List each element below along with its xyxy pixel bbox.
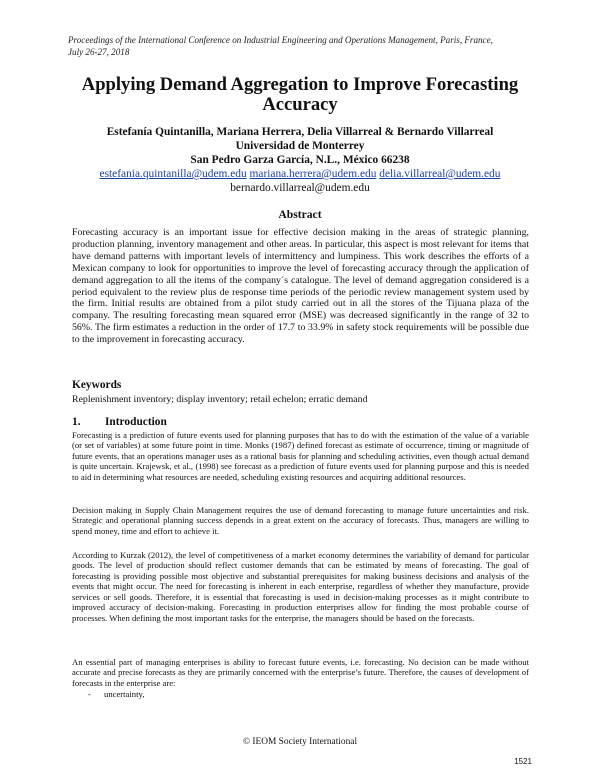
affiliation-university: Universidad de Monterrey — [235, 140, 365, 152]
intro-paragraph-3: According to Kurzak (2012), the level of competitiveness of a market economy determines the variability of demand for particular goods. The level of production should reflect customer demands that can be estimated by means of forecasting. The goal of forecasting is providing possible most objective and substantial prerequisites for making business decisions and analysis of the events that might occur. The need for forecasting is inherent in each enterprise, regardless of whether they manufacture, provide services or sell goods. Therefore, it is essential that forecasting is used in decision-making processes as it might contribute to improved accuracy of decision-making. Forecasting in production enterprises allow for finding the most probable course of processes. When defining the most important tasks for the enterprise, the managers should be based on the forecasts. — [72, 550, 529, 623]
email-link[interactable]: estefania.quintanilla@udem.edu — [99, 168, 247, 180]
list-item — [88, 689, 144, 699]
section-number: 1. — [72, 416, 81, 428]
intro-paragraph-4: An essential part of managing enterprises is ability to forecast future events, i.e. forecasting. No decision can be made without accurate and precise forecasts as they are primarily concerned with the enterprise’s future. Therefore, the causes of development of forecasts in the enterprise are: — [72, 657, 529, 688]
keywords-heading: Keywords — [72, 379, 122, 391]
abstract-text: Forecasting accuracy is an important issue for effective decision making in the areas of strategic planning, production planning, inventory management and other areas. In particular, this aspect is most relevant for items that have demand patterns with important levels of intermittency and lumpiness. This work describes the efforts of a Mexican company to look for opportunities to improve the level of forecasting accuracy through the application of demand aggregation to all the items of the company´s catalogue. The level of demand aggregation considered is a period equivalent to the review plus de response time periods of the periodic review management system used by the firm. Initial results are obtained from a pilot study carried out in all the stores of the Tijuana plaza of the company. The resulting forecasting mean squared error (MSE) was decreased significantly in the range of 32 to 56%. The firm estimates a reduction in the order of 17.7 to 33.9% in safety stock requirements will be possible due to the improvement in forecasting accuracy. — [72, 227, 529, 346]
intro-paragraph-1: Forecasting is a prediction of future events used for planning purposes that has to do with the estimation of the value of a variable (or set of variables) at some future point in time. Monks (1987) defined forecast as estimate of occurrence, timing or magnitude of future events, that an operations manager uses as a rational basis for planning and scheduling activities, even though actual demand is quite uncertain. Krajewsk, et al., (1998) see forecast as a prediction of future events used for planning purpose and this is needed to aid in determining what resources are needed, scheduling existing resources and acquiring additional resources. — [72, 430, 529, 482]
email-link[interactable]: mariana.herrera@udem.edu — [249, 168, 377, 180]
proceedings-header-line1: Proceedings of the International Conference on Industrial Engineering and Operations Management, Paris, France, — [68, 35, 493, 45]
paper-title-line2: Accuracy — [262, 94, 338, 115]
list-item-text: uncertainty, — [104, 689, 145, 699]
author-names: Estefanía Quintanilla, Mariana Herrera, Delia Villarreal & Bernardo Villarreal — [106, 126, 494, 138]
affiliation-location: San Pedro Garza García, N.L., México 66238 — [190, 154, 410, 166]
page-number: 1521 — [514, 757, 532, 766]
author-emails — [40, 167, 560, 181]
email-link[interactable]: delia.villarreal@udem.edu — [379, 168, 501, 180]
footer-copyright: © IEOM Society International — [242, 737, 358, 747]
bullet-dash: - — [88, 689, 91, 699]
paper-title-line1: Applying Demand Aggregation to Improve Forecasting — [81, 74, 519, 95]
keywords-text: Replenishment inventory; display inventory; retail echelon; erratic demand — [72, 394, 368, 405]
section-heading-introduction — [72, 416, 167, 428]
proceedings-header-line2: July 26-27, 2018 — [68, 47, 130, 57]
abstract-heading: Abstract — [278, 208, 322, 221]
intro-paragraph-2: Decision making in Supply Chain Management requires the use of demand forecasting to manage future uncertainties and risk. Strategic and operational planning success depends in a great extent on the accuracy of forecasts. Thus, managers are willing to spend money, time and effort to achieve it. — [72, 505, 529, 536]
section-title: Introduction — [105, 416, 167, 428]
author-email-last: bernardo.villarreal@udem.edu — [230, 182, 370, 194]
